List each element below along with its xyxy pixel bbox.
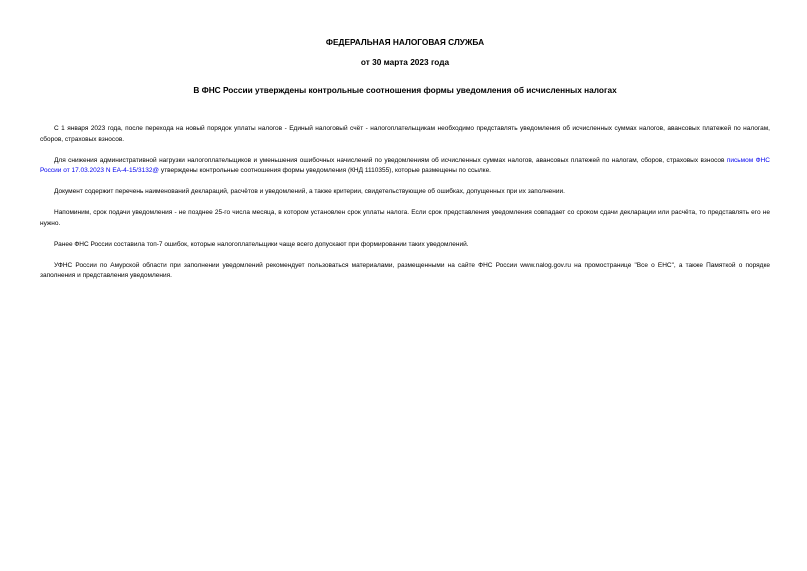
letter-link[interactable]: письмом ФНС России от 17.03.2023 N ЕА-4-15/3132@ [40, 156, 770, 174]
paragraph-6: УФНС России по Амурской области при заполнении уведомлений рекомендует пользоваться материалами, размещенными на сайте ФНС России www.nalog.gov.ru на промостранице "Все о ЕНС", а также Памяткой о порядке заполнения и представления уведомления. [40, 261, 770, 279]
paragraph-2-before: Для снижения административной нагрузки налогоплательщиков и уменьшения ошибочных начислений по уведомлениям об исчисленных суммах налогов, авансовых платежей по налогам, сборов, страховых взносов [54, 156, 727, 164]
paragraph-2 [40, 156, 770, 177]
document-org: ФЕДЕРАЛЬНАЯ НАЛОГОВАЯ СЛУЖБА [325, 37, 485, 47]
document-body [40, 124, 770, 292]
paragraph-2-after: утверждены контрольные соотношения формы уведомления (КНД 1110355), которые размещены по ссылке. [159, 167, 491, 174]
paragraph-4: Напоминим, срок подачи уведомления - не позднее 25-го числа месяца, в котором установлен срок уплаты налога. Если срок представления уведомления совпадает со сроком сдачи декларации или расчёта, то представлять его не нужно. [40, 209, 770, 227]
document-date: от 30 марта 2023 года [360, 57, 450, 67]
paragraph-1: С 1 января 2023 года, после перехода на новый порядок уплаты налогов - Единый налоговый счёт - налогоплательщикам необходимо представлять уведомления об исчисленных суммах налогов, авансовых платежей по налогам, сборов, страховых взносов. [40, 125, 770, 143]
paragraph-3: Документ содержит перечень наименований деклараций, расчётов и уведомлений, а также критерии, свидетельствующие об ошибках, допущенных при их заполнении. [54, 188, 565, 195]
paragraph-5: Ранее ФНС России составила топ-7 ошибок, которые налогоплательщики чаще всего допускают при формировании таких уведомлений. [54, 240, 469, 248]
document-title: В ФНС России утверждены контрольные соотношения формы уведомления об исчисленных налогах [193, 85, 617, 95]
